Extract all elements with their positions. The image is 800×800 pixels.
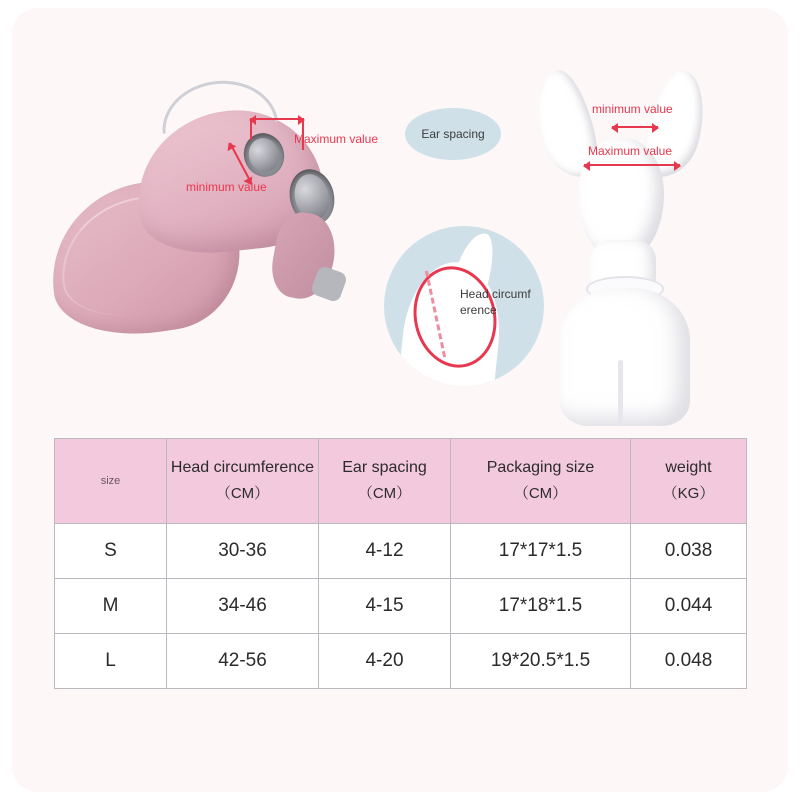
cell-ear-spacing: 4-12 bbox=[319, 524, 451, 579]
cell-packaging-size: 17*17*1.5 bbox=[451, 524, 631, 579]
dog-maximum-label: Maximum value bbox=[588, 144, 673, 158]
spec-card bbox=[12, 8, 788, 792]
cell-size: M bbox=[55, 579, 167, 634]
header-size-label: size bbox=[100, 475, 121, 487]
header-size bbox=[55, 439, 167, 524]
cell-weight: 0.048 bbox=[631, 634, 747, 689]
cell-packaging-size: 19*20.5*1.5 bbox=[451, 634, 631, 689]
cap-maximum-arrow bbox=[250, 118, 304, 120]
cell-weight: 0.038 bbox=[631, 524, 747, 579]
cell-head-circumference: 30-36 bbox=[167, 524, 319, 579]
cell-head-circumference: 42-56 bbox=[167, 634, 319, 689]
dog-minimum-arrow bbox=[612, 126, 658, 128]
cell-ear-spacing: 4-20 bbox=[319, 634, 451, 689]
cell-head-circumference: 34-46 bbox=[167, 579, 319, 634]
table-body bbox=[55, 524, 747, 689]
header-head-circumference-unit: （CM） bbox=[215, 485, 270, 502]
cap-maximum-label: Maximum value bbox=[294, 132, 379, 146]
cap-product-photo bbox=[42, 63, 342, 353]
header-weight bbox=[631, 439, 747, 524]
header-head-circumference bbox=[167, 439, 319, 524]
header-weight-label: weight bbox=[665, 459, 712, 476]
illustration-area bbox=[12, 8, 788, 426]
cell-ear-spacing: 4-15 bbox=[319, 579, 451, 634]
ear-spacing-badge-label: Ear spacing bbox=[421, 127, 485, 141]
header-weight-unit: （KG） bbox=[662, 485, 715, 502]
cap-maximum-tick-left bbox=[250, 118, 252, 140]
cell-size: L bbox=[55, 634, 167, 689]
header-ear-spacing-label: Ear spacing bbox=[342, 459, 427, 476]
header-ear-spacing bbox=[319, 439, 451, 524]
header-packaging-size-label: Packaging size bbox=[486, 459, 595, 476]
cell-weight: 0.044 bbox=[631, 579, 747, 634]
table-row bbox=[55, 579, 747, 634]
table-row bbox=[55, 524, 747, 579]
cap-minimum-label: minimum value bbox=[186, 180, 267, 194]
cell-size: S bbox=[55, 524, 167, 579]
head-circumference-label-line1: Head circumf bbox=[460, 287, 531, 301]
header-head-circumference-label: Head circumference bbox=[170, 459, 315, 476]
header-packaging-size-unit: （CM） bbox=[513, 485, 568, 502]
mannequin-leg-gap bbox=[618, 360, 623, 426]
cell-packaging-size: 17*18*1.5 bbox=[451, 579, 631, 634]
table-header bbox=[55, 439, 747, 524]
table-row bbox=[55, 634, 747, 689]
size-chart-table bbox=[54, 438, 747, 689]
table-header-row bbox=[55, 439, 747, 524]
header-packaging-size bbox=[451, 439, 631, 524]
mannequin-body bbox=[560, 288, 690, 426]
dog-maximum-arrow bbox=[584, 164, 680, 166]
head-circumference-label-line2: erence bbox=[460, 303, 497, 317]
ear-spacing-badge bbox=[405, 108, 501, 160]
header-ear-spacing-unit: （CM） bbox=[357, 485, 412, 502]
dog-minimum-label: minimum value bbox=[592, 102, 673, 116]
